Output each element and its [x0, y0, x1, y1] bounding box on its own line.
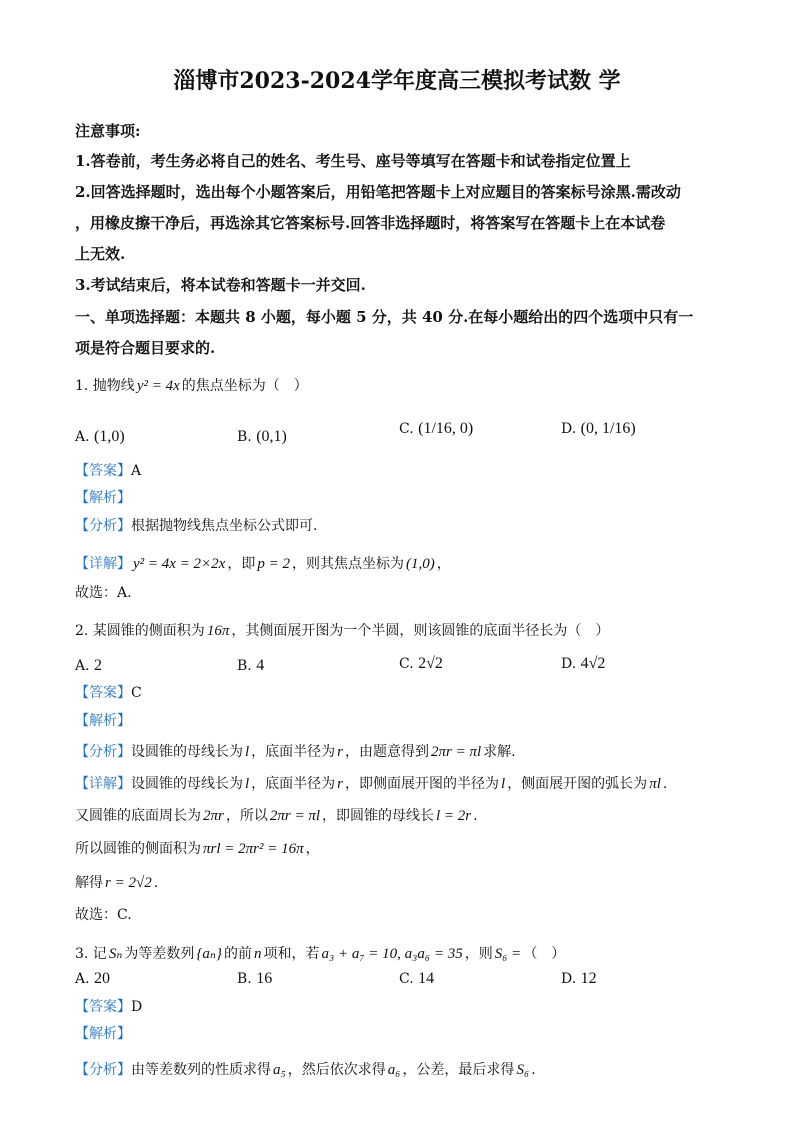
q3-option-d	[561, 970, 597, 988]
q2-line-4-text-2: .	[153, 875, 159, 891]
q1-fenxi-text: 根据抛物线焦点坐标公式即可.	[131, 518, 318, 534]
q3-option-d-label: D.	[561, 971, 577, 987]
q2-jiexi	[75, 710, 131, 730]
notice-item-2b: ，用橡皮擦干净后，再选涂其它答案标号.回答非选择题时，将答案写在答题卡上在本试卷	[75, 214, 666, 232]
q2-fenxi	[75, 741, 516, 761]
q2-line-2-math-1: 2πr	[203, 808, 224, 824]
notice-item-1: 1.答卷前，考生务必将自己的姓名、考生号、座号等填写在答题卡和试卷指定位置上	[75, 152, 631, 170]
q3-option-d-value: 12	[580, 970, 597, 987]
q2-fenxi-tag: 【分析】	[75, 744, 131, 760]
q2-line-2-text-3: ，即圆锥的母线长	[322, 808, 435, 824]
q1-jiexi-tag: 【解析】	[75, 490, 131, 506]
q2-xiangjie-text-2: ，底面半径为	[251, 776, 336, 792]
q2-stem-text: 2. 某圆锥的侧面积为	[75, 623, 205, 639]
q2-stem-math: 16π	[206, 623, 230, 639]
q1-option-c-value: (1/16, 0)	[418, 420, 474, 437]
q2-option-a	[75, 657, 102, 675]
q2-line-2-text-1: 又圆锥的底面周长为	[75, 808, 201, 824]
q3-stem-text-5: ，则	[464, 946, 493, 962]
q1-option-a	[75, 428, 125, 446]
q3-option-a-label: A.	[75, 971, 90, 987]
q2-xiangjie-math-4: πl	[649, 776, 661, 792]
q2-option-c	[399, 655, 443, 673]
q2-option-a-label: A.	[75, 658, 90, 674]
q3-option-b-value: 16	[256, 970, 273, 987]
section-heading-1: 一、单项选择题：本题共 8 小题，每小题 5 分，共 40 分.在每小题给出的四个选项中只有一	[75, 308, 694, 326]
q3-answer-tag: 【答案】	[75, 999, 131, 1015]
q1-xiangjie-text-1: ，即	[227, 556, 256, 572]
q1-stem	[75, 375, 308, 395]
q1-xiangjie-text-3: ，	[436, 556, 451, 572]
notice-item-2a: 2.回答选择题时，选出每个小题答案后，用铅笔把答题卡上对应题目的答案标号涂黑.需改动	[75, 183, 681, 201]
q2-line-2-text-2: ，所以	[225, 808, 268, 824]
q3-option-c-label: C.	[399, 971, 414, 987]
q3-stem-math-1: Sₙ	[108, 946, 123, 962]
q2-line-4-text-1: 解得	[75, 875, 103, 891]
q3-stem-math-5: S₆ =	[494, 946, 522, 962]
q2-option-b-value: 4	[256, 657, 265, 674]
q3-fenxi-tag: 【分析】	[75, 1062, 131, 1078]
q2-xiangjie-text-4: ，侧面展开图的弧长为	[507, 776, 648, 792]
q2-answer	[75, 682, 142, 702]
q2-option-a-value: 2	[94, 657, 103, 674]
q3-option-b	[237, 970, 272, 988]
q2-xiangjie-math-2: r	[337, 776, 344, 792]
q3-stem-text-1: 3. 记	[75, 946, 107, 962]
q3-fenxi-math-3: S₆	[516, 1062, 530, 1078]
q2-fenxi-text-2: ，底面半径为	[251, 744, 336, 760]
q2-option-b-label: B.	[237, 658, 252, 674]
q1-xiangjie-text-2: ，则其焦点坐标为	[291, 556, 404, 572]
q1-option-c-label: C.	[399, 421, 414, 437]
q2-answer-tag: 【答案】	[75, 685, 131, 701]
q2-fenxi-text-3: ，由题意得到	[345, 744, 430, 760]
q1-option-b	[237, 428, 287, 446]
q1-fenxi-tag: 【分析】	[75, 518, 131, 534]
q2-fenxi-math-2: r	[337, 744, 344, 760]
q2-line-3-text-1: 所以圆锥的侧面积为	[75, 841, 201, 857]
q1-option-a-label: A.	[75, 429, 90, 445]
q1-stem-math: y² = 4x	[136, 378, 180, 394]
q3-fenxi-math-1: a₅	[273, 1062, 286, 1078]
q2-fenxi-text-4: 求解.	[483, 744, 516, 760]
q3-fenxi-text-1: 由等差数列的性质求得	[131, 1062, 271, 1078]
q2-option-c-value: 2√2	[418, 655, 443, 672]
q2-xiangjie-math-1: l	[245, 776, 250, 792]
notice-heading: 注意事项:	[75, 122, 141, 140]
q3-stem-text-2: 为等差数列	[124, 946, 195, 962]
q1-option-a-value: (1,0)	[94, 428, 125, 445]
q2-xiangjie-text-3: ，即侧面展开图的半径为	[345, 776, 500, 792]
page-title: 淄博市2023-2024学年度高三模拟考试数 学	[173, 68, 621, 94]
q1-answer-tag: 【答案】	[75, 463, 131, 479]
q1-xiangjie	[75, 553, 451, 573]
q2-xiangjie-text-5: .	[662, 776, 668, 792]
q1-stem-text-2: 的焦点坐标为（ ）	[181, 378, 308, 394]
q2-option-d-value: 4√2	[580, 655, 606, 672]
section-heading-2: 项是符合题目要求的.	[75, 339, 216, 357]
q3-fenxi	[75, 1059, 536, 1079]
q2-line-2-math-3: l = 2r	[436, 808, 472, 824]
q2-line-3	[75, 838, 320, 858]
q2-line-2-math-2: 2πr = πl	[269, 808, 321, 824]
q3-stem-text-3: 的前	[223, 946, 252, 962]
q1-fenxi	[75, 515, 317, 535]
q1-answer-value: A	[131, 463, 142, 479]
q3-stem-math-3: n	[253, 946, 262, 962]
q3-answer-value: D	[131, 999, 143, 1015]
q3-stem-math-4: a₃ + a₇ = 10, a₃a₆ = 35	[321, 946, 463, 962]
q3-option-a-value: 20	[94, 970, 111, 987]
q1-xiangjie-math-3: (1,0)	[405, 556, 435, 572]
q2-xiangjie-tag: 【详解】	[75, 776, 131, 792]
q3-jiexi-tag: 【解析】	[75, 1026, 131, 1042]
q2-xiangjie-math-3: l	[501, 776, 506, 792]
q2-option-b	[237, 657, 264, 675]
q2-line-2	[75, 805, 478, 825]
q2-stem-text-2: ，其侧面展开图为一个半圆，则该圆锥的底面半径长为（ ）	[231, 623, 610, 639]
q1-option-b-label: B.	[237, 429, 252, 445]
q3-option-a	[75, 970, 110, 988]
q3-stem	[75, 943, 565, 963]
q1-jiexi	[75, 487, 131, 507]
q3-answer	[75, 996, 142, 1016]
q3-fenxi-text-3: ，公差，最后求得	[402, 1062, 515, 1078]
q2-fenxi-math-1: l	[245, 744, 250, 760]
q2-line-4	[75, 872, 158, 892]
q1-option-b-value: (0,1)	[256, 428, 287, 445]
q3-option-b-label: B.	[237, 971, 252, 987]
q2-line-2-text-4: .	[473, 808, 478, 824]
q2-xiangjie	[75, 773, 667, 793]
q1-stem-text: 1. 抛物线	[75, 378, 135, 394]
q3-jiexi	[75, 1023, 131, 1043]
q3-fenxi-text-4: .	[531, 1062, 536, 1078]
notice-item-2c: 上无效.	[75, 245, 126, 263]
q3-stem-text-4: 项和，若	[263, 946, 320, 962]
q3-fenxi-text-2: ，然后依次求得	[287, 1062, 386, 1078]
q1-answer	[75, 460, 141, 480]
notice-item-3: 3.考试结束后，将本试卷和答题卡一并交回.	[75, 276, 366, 294]
q3-stem-math-2: {aₙ}	[196, 946, 222, 962]
q2-answer-value: C	[131, 685, 142, 701]
q2-line-4-math-1: r = 2√2	[105, 875, 152, 891]
q2-option-c-label: C.	[399, 656, 414, 672]
q2-option-d-label: D.	[561, 656, 577, 672]
q3-fenxi-math-2: a₆	[387, 1062, 401, 1078]
q1-guxuan: 故选：A.	[75, 585, 132, 601]
q1-option-c	[399, 420, 473, 438]
q1-option-d-value: (0, 1/16)	[580, 420, 636, 437]
q1-option-d	[561, 420, 636, 438]
q2-fenxi-text-1: 设圆锥的母线长为	[131, 744, 243, 760]
q2-option-d	[561, 655, 605, 673]
q3-stem-text-6: （ ）	[523, 946, 566, 962]
q2-line-3-math-1: πrl = 2πr² = 16π	[203, 841, 304, 857]
q1-xiangjie-math-2: p = 2	[257, 556, 290, 572]
q2-xiangjie-text-1: 设圆锥的母线长为	[131, 776, 243, 792]
q2-line-3-text-2: ，	[305, 841, 320, 857]
q2-guxuan: 故选：C.	[75, 907, 132, 923]
q1-xiangjie-tag: 【详解】	[75, 556, 131, 572]
q1-option-d-label: D.	[561, 421, 577, 437]
q2-fenxi-math-3: 2πr = πl	[431, 744, 482, 760]
q1-xiangjie-math-1: y² = 4x = 2×2x	[133, 556, 226, 572]
q2-jiexi-tag: 【解析】	[75, 713, 131, 729]
q3-option-c	[399, 970, 434, 988]
q2-stem	[75, 620, 609, 640]
q3-option-c-value: 14	[418, 970, 435, 987]
